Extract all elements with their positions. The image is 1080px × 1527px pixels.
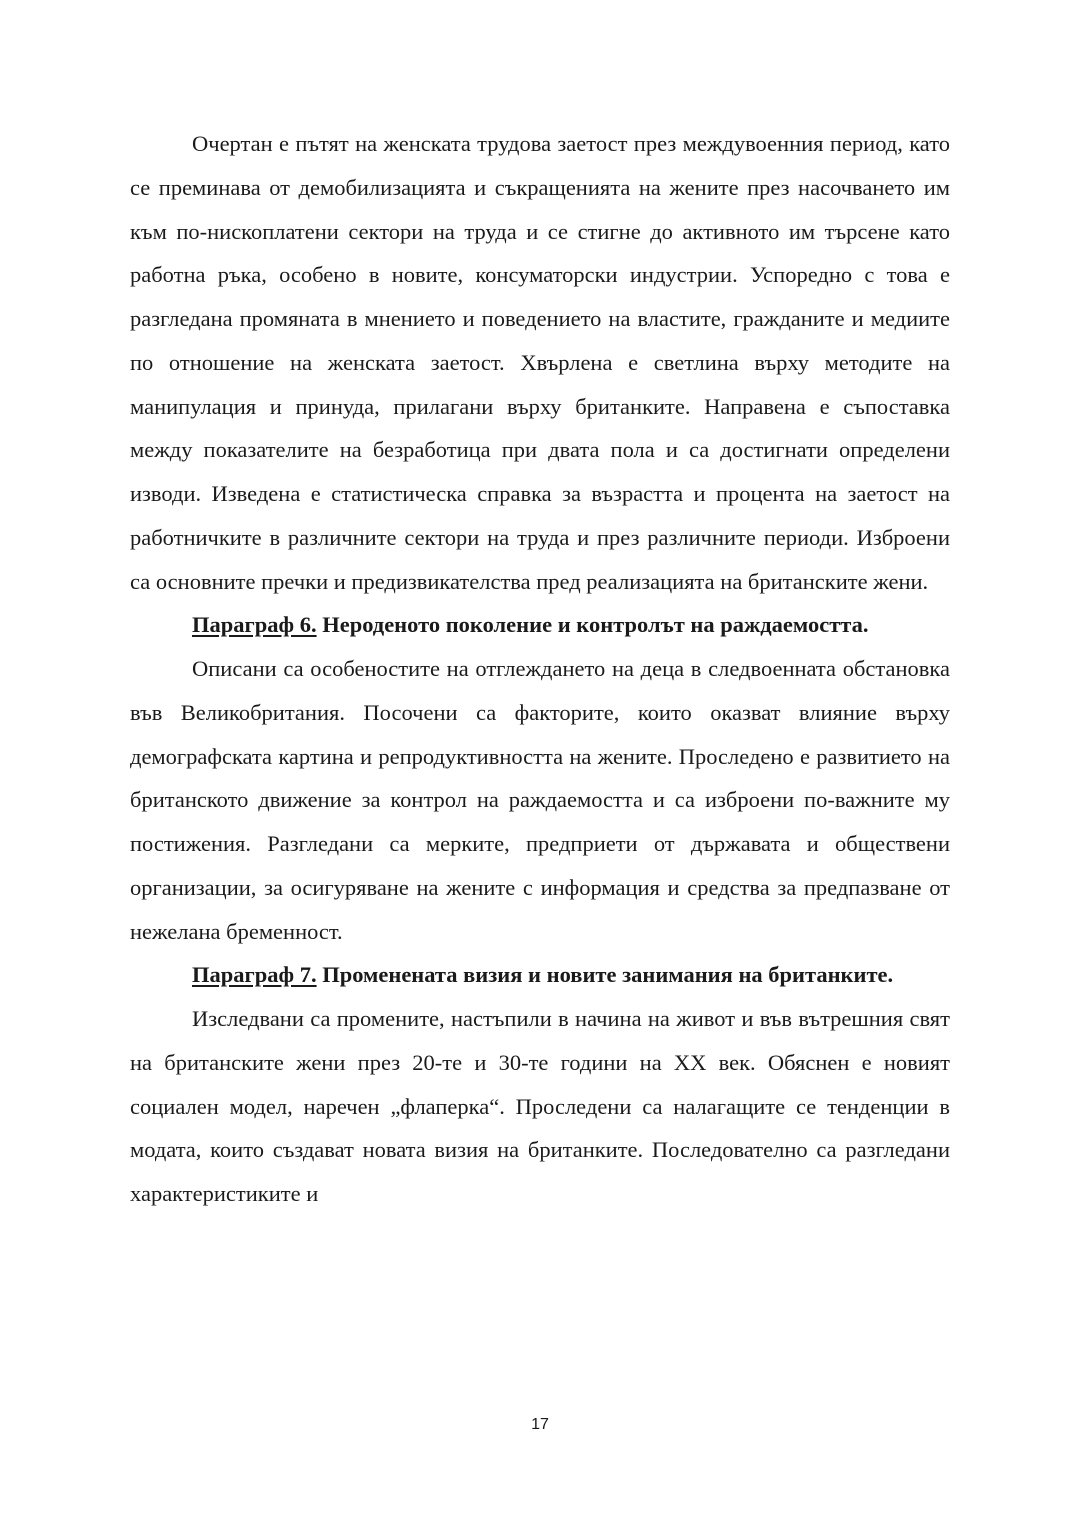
document-body — [130, 122, 950, 1216]
body-paragraph-new-vision: Изследвани са промените, настъпили в начина на живот и във вътрешния свят на британските жени през 20-те и 30-те години на ХХ век. Обяснен е новият социален модел, наречен „флаперка“. Проследени са налагащите се тенденции в модата, които създават новата визия на британките. Последователно са разгледани характеристиките и — [130, 1006, 950, 1206]
section-heading-6-title: Нероденото поколение и контролът на раждаемостта. — [316, 612, 869, 638]
section-heading-6 — [130, 603, 950, 647]
section-heading-7 — [130, 953, 950, 997]
section-heading-7-title: Променената визия и новите занимания на британките. — [316, 962, 894, 988]
body-paragraph-employment: Очертан е пътят на женската трудова заетост през междувоенния период, като се преминава от демобилизацията и съкращенията на жените през насочването им към по-нископлатени сектори на труда и се стигне до активното им търсене като работна ръка, особено в новите, консуматорски индустрии. Успоредно с това е разгледана промяната в мнението и поведението на властите, гражданите и медиите по отношение на женската заетост. Хвърлена е светлина върху методите на манипулация и принуда, прилагани върху британките. Направена е съпоставка между показателите на безработица при двата пола и са достигнати определени изводи. Изведена е статистическа справка за възрастта и процента на заетост на работничките в различните сектори на труда и през различните периоди. Изброени са основните пречки и предизвикателства пред реализацията на британските жени. — [130, 131, 950, 594]
body-paragraph-birth-control: Описани са особеностите на отглеждането на деца в следвоенната обстановка във Великобритания. Посочени са факторите, които оказват влияние върху демографската картина и репродуктивността на жените. Проследено е развитието на британското движение за контрол на раждаемостта и са изброени по-важните му постижения. Разгледани са мерките, предприети от държавата и обществени организации, за осигуряване на жените с информация и средства за предпазване от нежелана бременност. — [130, 656, 950, 944]
section-heading-6-label: Параграф 6. — [192, 612, 317, 638]
section-heading-7-label: Параграф 7. — [192, 962, 317, 988]
page-number: 17 — [531, 1416, 549, 1433]
